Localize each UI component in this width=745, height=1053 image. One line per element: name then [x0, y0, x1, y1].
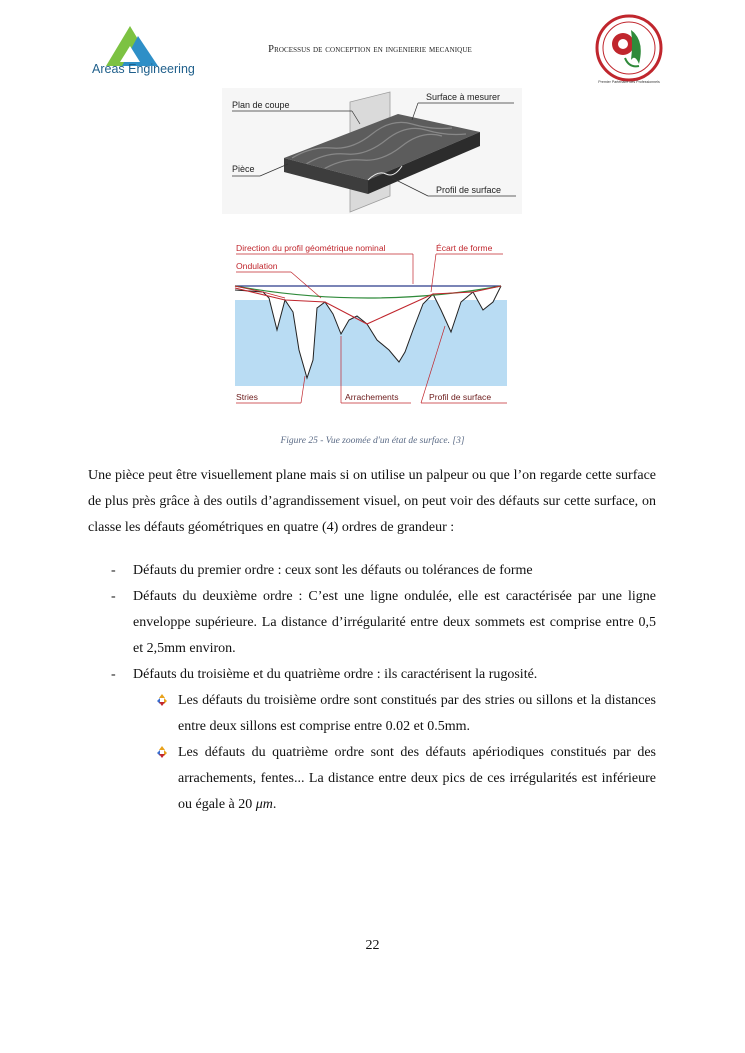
- label-stries: Stries: [236, 392, 258, 402]
- intro-paragraph: Une pièce peut être visuellement plane mais si on utilise un palpeur ou que l’on regarde cette surface de plus près grâce à des outils d’agrandissement visuel, on peut voir des défauts sur cette surface, on classe les défauts géométriques en quatre (4) ordres de grandeur :: [88, 468, 656, 535]
- logo-left-text: Areas Engineering: [92, 62, 195, 76]
- list-dash-2: -: [111, 589, 116, 604]
- logo-right-caption: Premier Partenaire des Professionnels: [598, 80, 660, 84]
- label-profil-de-surface-top: Profil de surface: [436, 185, 502, 195]
- label-surface-a-mesurer: Surface à mesurer: [426, 92, 501, 102]
- surface-profile-figure: [233, 240, 511, 410]
- label-profil-de-surface-bottom: Profil de surface: [429, 392, 492, 402]
- list-item-deuxieme-ordre: Défauts du deuxième ordre : C’est une ligne ondulée, elle est caractérisée par une ligne enveloppe supérieure. La distance d’irrégularité entre deux sommets est comprise entre 0,5 et 2,5mm environ.: [133, 589, 656, 656]
- label-ondulation: Ondulation: [236, 261, 278, 271]
- header-title: Processus de conception en ingenierie mecanique: [268, 44, 472, 55]
- label-ecart-de-forme: Écart de forme: [436, 243, 493, 253]
- list-dash-1: -: [111, 563, 116, 578]
- label-piece: Pièce: [232, 164, 255, 174]
- arrow-bullet-icon: [155, 745, 169, 759]
- arrow-bullet-icon: [155, 693, 169, 707]
- sub-item-quatrieme-text: Les défauts du quatrième ordre sont des défauts apériodiques constitués par des arrachements, fentes... La distance entre deux pics de ces irrégularités est inférieure ou égale à 20: [178, 745, 656, 812]
- list-dash-3: -: [111, 667, 116, 682]
- label-direction: Direction du profil géométrique nominal: [236, 243, 386, 253]
- list-item-troisieme-quatrieme-ordre: Défauts du troisième et du quatrième ordre : ils caractérisent la rugosité.: [133, 667, 538, 682]
- micrometer-unit: μm: [255, 797, 273, 812]
- sub-item-quatrieme-ordre: [178, 740, 656, 818]
- sub-item-quatrieme-end: .: [272, 797, 277, 812]
- institution-seal-logo: [595, 14, 663, 82]
- figure-caption: Figure 25 - Vue zoomée d'un état de surface. [3]: [280, 436, 465, 446]
- sub-item-troisieme-ordre: Les défauts du troisième ordre sont constitués par des stries ou sillons et la distances entre deux sillons est comprise entre 0.02 et 0.5mm.: [178, 693, 656, 734]
- list-item-premier-ordre: Défauts du premier ordre : ceux sont les défauts ou tolérances de forme: [133, 563, 533, 578]
- page-number: 22: [365, 938, 380, 953]
- label-plan-de-coupe: Plan de coupe: [232, 100, 290, 110]
- surface-cut-figure: [222, 88, 522, 214]
- label-arrachements: Arrachements: [345, 392, 399, 402]
